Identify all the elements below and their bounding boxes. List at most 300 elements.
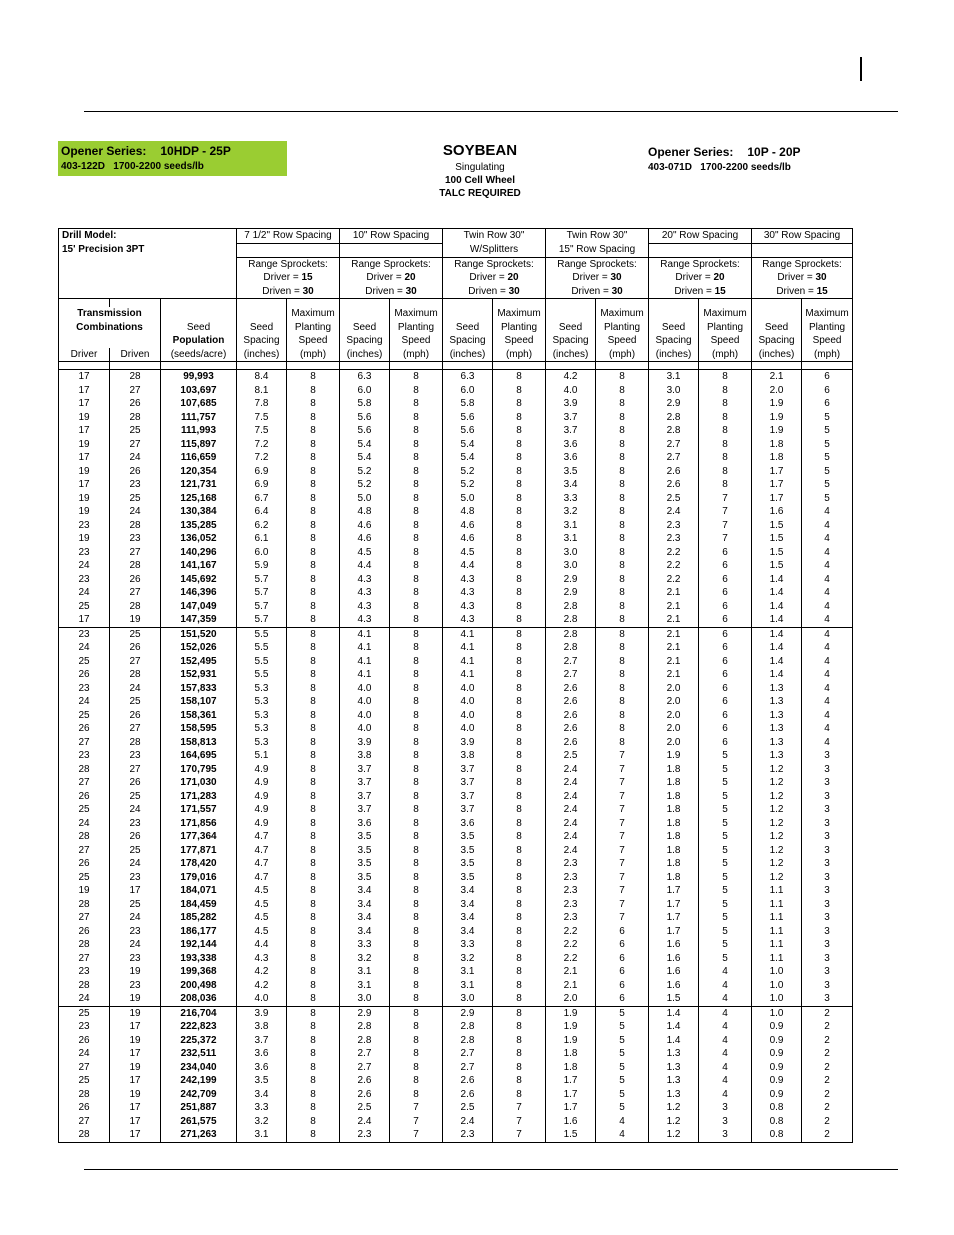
- cell-12: 5: [699, 763, 752, 777]
- cell-13: 1.0: [752, 979, 802, 993]
- cell-8: 8: [493, 559, 546, 573]
- cell-11: 2.7: [649, 451, 699, 465]
- cell-0: 27: [59, 1061, 110, 1075]
- cell-3: 7.5: [237, 411, 287, 425]
- sprocket-6-title: Range Sprockets:: [752, 257, 853, 271]
- cell-3: 4.5: [237, 911, 287, 925]
- cell-10: 8: [596, 573, 649, 587]
- cell-5: 3.0: [340, 992, 390, 1006]
- sprocket-value: 20: [713, 272, 725, 283]
- cell-2: 271,263: [161, 1128, 237, 1142]
- cell-10: 6: [596, 938, 649, 952]
- cell-7: 2.8: [443, 1034, 493, 1048]
- cell-6: 8: [390, 613, 443, 627]
- cell-8: 8: [493, 803, 546, 817]
- cell-5: 5.4: [340, 451, 390, 465]
- cell-9: 2.7: [546, 668, 596, 682]
- cell-14: 3: [802, 790, 853, 804]
- drill-model-label: Drill Model:: [59, 229, 237, 244]
- cell-8: 8: [493, 844, 546, 858]
- seed-spacing-header: Seed: [237, 321, 287, 335]
- cell-7: 4.1: [443, 668, 493, 682]
- table-row: [59, 478, 853, 492]
- cell-2: 177,364: [161, 830, 237, 844]
- cell-8: 8: [493, 884, 546, 898]
- seed-spacing-header: Seed: [649, 321, 699, 335]
- cell-10: 6: [596, 925, 649, 939]
- cell-6: 8: [390, 763, 443, 777]
- cell-12: 4: [699, 979, 752, 993]
- cell-5: 2.8: [340, 1020, 390, 1034]
- table-row: [59, 776, 853, 790]
- sprocket-value: 15: [301, 272, 313, 283]
- cell-11: 1.8: [649, 871, 699, 885]
- cell-0: 23: [59, 627, 110, 641]
- cell-5: 2.7: [340, 1047, 390, 1061]
- cell-11: 2.2: [649, 559, 699, 573]
- cell-14: 4: [802, 559, 853, 573]
- cell-5: 4.1: [340, 641, 390, 655]
- cell-6: 8: [390, 844, 443, 858]
- cell-13: 0.9: [752, 1088, 802, 1102]
- seed-size: 1700-2200 seeds/lb: [700, 162, 791, 173]
- cell-10: 6: [596, 952, 649, 966]
- cell-11: 2.2: [649, 546, 699, 560]
- cell-13: 1.2: [752, 830, 802, 844]
- cell-5: 2.6: [340, 1074, 390, 1088]
- sprocket-2-driver: [340, 271, 443, 285]
- spacing-10: 10" Row Spacing: [340, 229, 443, 244]
- cell-13: 1.2: [752, 857, 802, 871]
- seed-spacing-header: (inches): [237, 348, 287, 362]
- cell-14: 5: [802, 411, 853, 425]
- cell-7: 2.4: [443, 1115, 493, 1129]
- cell-13: 1.9: [752, 411, 802, 425]
- cell-6: 8: [390, 1061, 443, 1075]
- cell-5: 5.4: [340, 438, 390, 452]
- cell-3: 5.3: [237, 682, 287, 696]
- table-row: [59, 411, 853, 425]
- cell-14: 2: [802, 1128, 853, 1142]
- cell-6: 8: [390, 397, 443, 411]
- cell-13: 0.8: [752, 1115, 802, 1129]
- cell-3: 6.9: [237, 465, 287, 479]
- cell-6: 8: [390, 965, 443, 979]
- cell-13: 1.3: [752, 682, 802, 696]
- seed-spacing-header: Seed: [752, 321, 802, 335]
- cell-7: 4.0: [443, 722, 493, 736]
- cell-7: 5.6: [443, 424, 493, 438]
- seed-spacing-header: [340, 307, 390, 321]
- cell-13: 1.1: [752, 898, 802, 912]
- cell-13: 1.3: [752, 749, 802, 763]
- cell-0: 25: [59, 1074, 110, 1088]
- cell-10: 4: [596, 1128, 649, 1142]
- cell-10: 8: [596, 655, 649, 669]
- cell-2: 251,887: [161, 1101, 237, 1115]
- cell-8: 8: [493, 979, 546, 993]
- cell-10: 7: [596, 776, 649, 790]
- cell-2: 200,498: [161, 979, 237, 993]
- cell-3: 3.2: [237, 1115, 287, 1129]
- crop-title: SOYBEAN: [442, 142, 518, 159]
- cell-11: 2.4: [649, 505, 699, 519]
- cell-1: 23: [110, 871, 161, 885]
- driver-header: Driver: [59, 348, 110, 362]
- cell-9: 2.4: [546, 817, 596, 831]
- sprocket-1-driver: [237, 271, 340, 285]
- cell-7: 3.4: [443, 925, 493, 939]
- cell-9: 3.1: [546, 532, 596, 546]
- cell-10: 8: [596, 736, 649, 750]
- cell-0: 19: [59, 438, 110, 452]
- cell-0: 25: [59, 709, 110, 723]
- cell-0: 19: [59, 505, 110, 519]
- cell-3: 7.8: [237, 397, 287, 411]
- cell-8: 8: [493, 1061, 546, 1075]
- cell-1: 28: [110, 736, 161, 750]
- cell-10: 7: [596, 844, 649, 858]
- cell-6: 8: [390, 465, 443, 479]
- cell-11: 1.8: [649, 817, 699, 831]
- cell-12: 5: [699, 790, 752, 804]
- cell-1: 25: [110, 695, 161, 709]
- cell-12: 5: [699, 776, 752, 790]
- table-row: [59, 655, 853, 669]
- seed-spacing-header: [546, 307, 596, 321]
- cell-6: 8: [390, 722, 443, 736]
- table-row: [59, 370, 853, 384]
- spacing-splitters: W/Splitters: [443, 243, 546, 257]
- cell-7: 5.4: [443, 438, 493, 452]
- cell-11: 1.8: [649, 803, 699, 817]
- cell-5: 4.6: [340, 519, 390, 533]
- cell-5: 5.8: [340, 397, 390, 411]
- table-row: [59, 641, 853, 655]
- cell-0: 26: [59, 1101, 110, 1115]
- cell-5: 3.7: [340, 776, 390, 790]
- cell-4: 8: [287, 1115, 340, 1129]
- cell-0: 28: [59, 898, 110, 912]
- cell-0: 27: [59, 844, 110, 858]
- cell-14: 3: [802, 803, 853, 817]
- cell-14: 3: [802, 911, 853, 925]
- seed-spacing-header: Seed: [340, 321, 390, 335]
- cell-1: 27: [110, 384, 161, 398]
- cell-14: 3: [802, 884, 853, 898]
- cell-9: 1.6: [546, 1115, 596, 1129]
- cell-12: 5: [699, 817, 752, 831]
- cell-6: 8: [390, 884, 443, 898]
- table-row: [59, 884, 853, 898]
- cell-13: 1.0: [752, 1006, 802, 1020]
- cell-5: 4.0: [340, 709, 390, 723]
- seed-spacing-header: (inches): [649, 348, 699, 362]
- cell-2: 99,993: [161, 370, 237, 384]
- cell-1: 23: [110, 478, 161, 492]
- seed-size: 1700-2200 seeds/lb: [113, 161, 204, 172]
- page-marker-bar: [860, 57, 862, 81]
- max-speed-header: Maximum: [493, 307, 546, 321]
- pop-header: Seed: [161, 321, 237, 335]
- cell-13: 1.3: [752, 722, 802, 736]
- cell-14: 3: [802, 965, 853, 979]
- cell-1: 25: [110, 790, 161, 804]
- cell-10: 5: [596, 1020, 649, 1034]
- cell-8: 8: [493, 641, 546, 655]
- cell-13: 1.1: [752, 925, 802, 939]
- cell-1: 25: [110, 627, 161, 641]
- spacing-20: 20" Row Spacing: [649, 229, 752, 244]
- cell-8: 8: [493, 370, 546, 384]
- cell-4: 8: [287, 871, 340, 885]
- cell-4: 8: [287, 1006, 340, 1020]
- cell-10: 6: [596, 979, 649, 993]
- cell-2: 152,026: [161, 641, 237, 655]
- cell-0: 25: [59, 655, 110, 669]
- cell-12: 6: [699, 655, 752, 669]
- sprocket-4-driver: [546, 271, 649, 285]
- cell-2: 186,177: [161, 925, 237, 939]
- cell-6: 8: [390, 871, 443, 885]
- opener-series-right: [648, 145, 801, 173]
- cell-3: 3.9: [237, 1006, 287, 1020]
- cell-8: 8: [493, 1088, 546, 1102]
- sprocket-label: Driven =: [365, 285, 403, 297]
- cell-1: 26: [110, 641, 161, 655]
- cell-7: 2.6: [443, 1088, 493, 1102]
- cell-14: 2: [802, 1047, 853, 1061]
- cell-2: 184,459: [161, 898, 237, 912]
- cell-9: 1.7: [546, 1101, 596, 1115]
- max-speed-header: Planting: [287, 321, 340, 335]
- cell-9: 2.4: [546, 830, 596, 844]
- cell-0: 28: [59, 979, 110, 993]
- cell-14: 4: [802, 613, 853, 627]
- table-row: [59, 682, 853, 696]
- cell-1: 26: [110, 573, 161, 587]
- cell-6: 8: [390, 586, 443, 600]
- cell-9: 2.4: [546, 844, 596, 858]
- cell-10: 8: [596, 600, 649, 614]
- table-row: [59, 992, 853, 1006]
- cell-13: 0.9: [752, 1074, 802, 1088]
- cell-2: 103,697: [161, 384, 237, 398]
- cell-5: 4.3: [340, 573, 390, 587]
- cell-6: 8: [390, 938, 443, 952]
- cell-3: 5.3: [237, 709, 287, 723]
- cell-5: 4.1: [340, 627, 390, 641]
- cell-12: 4: [699, 1006, 752, 1020]
- cell-8: 8: [493, 532, 546, 546]
- cell-6: 8: [390, 817, 443, 831]
- cell-9: 3.6: [546, 438, 596, 452]
- cell-2: 208,036: [161, 992, 237, 1006]
- cell-1: 28: [110, 411, 161, 425]
- cell-8: 8: [493, 695, 546, 709]
- cell-12: 7: [699, 532, 752, 546]
- max-speed-header: Maximum: [802, 307, 853, 321]
- cell-8: 8: [493, 655, 546, 669]
- cell-1: 19: [110, 1034, 161, 1048]
- cell-3: 5.5: [237, 655, 287, 669]
- cell-8: 8: [493, 952, 546, 966]
- cell-9: 2.8: [546, 627, 596, 641]
- cell-7: 4.6: [443, 519, 493, 533]
- sprocket-5-title: Range Sprockets:: [649, 257, 752, 271]
- cell-5: 4.0: [340, 722, 390, 736]
- cell-13: 1.7: [752, 492, 802, 506]
- cell-5: 3.7: [340, 803, 390, 817]
- cell-0: 25: [59, 600, 110, 614]
- cell-3: 4.9: [237, 790, 287, 804]
- cell-3: 8.1: [237, 384, 287, 398]
- cell-5: 3.3: [340, 938, 390, 952]
- cell-2: 178,420: [161, 857, 237, 871]
- cell-3: 6.4: [237, 505, 287, 519]
- cell-13: 1.7: [752, 478, 802, 492]
- sprocket-1-driven: [237, 285, 340, 299]
- cell-11: 2.9: [649, 397, 699, 411]
- cell-13: 1.3: [752, 695, 802, 709]
- cell-2: 225,372: [161, 1034, 237, 1048]
- sprocket-value: 30: [508, 285, 520, 297]
- cell-1: 23: [110, 952, 161, 966]
- cell-3: 3.6: [237, 1061, 287, 1075]
- cell-1: 24: [110, 911, 161, 925]
- cell-4: 8: [287, 546, 340, 560]
- cell-8: 8: [493, 438, 546, 452]
- cell-5: 3.4: [340, 925, 390, 939]
- cell-10: 8: [596, 384, 649, 398]
- cell-2: 192,144: [161, 938, 237, 952]
- cell-14: 4: [802, 532, 853, 546]
- cell-3: 7.2: [237, 451, 287, 465]
- cell-6: 8: [390, 478, 443, 492]
- cell-2: 164,695: [161, 749, 237, 763]
- cell-14: 4: [802, 519, 853, 533]
- cell-7: 3.8: [443, 749, 493, 763]
- cell-6: 8: [390, 655, 443, 669]
- cell-5: 2.7: [340, 1061, 390, 1075]
- cell-5: 2.9: [340, 1006, 390, 1020]
- cell-10: 6: [596, 992, 649, 1006]
- cell-5: 5.6: [340, 424, 390, 438]
- cell-11: 1.8: [649, 830, 699, 844]
- cell-3: 3.6: [237, 1047, 287, 1061]
- cell-9: 2.9: [546, 586, 596, 600]
- sprocket-label: Driven =: [674, 285, 712, 297]
- table-row: [59, 749, 853, 763]
- table-row: [59, 627, 853, 641]
- cell-10: 8: [596, 424, 649, 438]
- cell-0: 19: [59, 411, 110, 425]
- cell-13: 1.6: [752, 505, 802, 519]
- cell-2: 232,511: [161, 1047, 237, 1061]
- cell-4: 8: [287, 749, 340, 763]
- cell-5: 3.5: [340, 844, 390, 858]
- cell-2: 152,931: [161, 668, 237, 682]
- cell-1: 27: [110, 722, 161, 736]
- cell-8: 8: [493, 627, 546, 641]
- cell-7: 4.1: [443, 627, 493, 641]
- cell-13: 1.5: [752, 519, 802, 533]
- max-speed-header: (mph): [699, 348, 752, 362]
- series-value: 10HDP - 25P: [160, 144, 231, 158]
- cell-5: 4.6: [340, 532, 390, 546]
- cell-10: 8: [596, 438, 649, 452]
- cell-6: 8: [390, 979, 443, 993]
- cell-8: 8: [493, 925, 546, 939]
- seed-spacing-header: (inches): [443, 348, 493, 362]
- cell-5: 4.3: [340, 613, 390, 627]
- cell-12: 4: [699, 965, 752, 979]
- cell-3: 4.3: [237, 952, 287, 966]
- cell-5: 3.8: [340, 749, 390, 763]
- max-speed-header: Speed: [596, 334, 649, 348]
- cell-2: 157,833: [161, 682, 237, 696]
- cell-7: 3.5: [443, 857, 493, 871]
- max-speed-header: Speed: [390, 334, 443, 348]
- cell-9: 1.9: [546, 1034, 596, 1048]
- cell-7: 3.7: [443, 790, 493, 804]
- cell-13: 1.2: [752, 790, 802, 804]
- cell-3: 5.3: [237, 722, 287, 736]
- cell-10: 5: [596, 1061, 649, 1075]
- cell-2: 145,692: [161, 573, 237, 587]
- cell-12: 8: [699, 370, 752, 384]
- cell-4: 8: [287, 586, 340, 600]
- cell-4: 8: [287, 559, 340, 573]
- cell-7: 3.1: [443, 965, 493, 979]
- cell-4: 8: [287, 803, 340, 817]
- max-speed-header: Speed: [699, 334, 752, 348]
- cell-9: 1.9: [546, 1020, 596, 1034]
- cell-7: 4.5: [443, 546, 493, 560]
- cell-12: 8: [699, 384, 752, 398]
- cell-9: 3.7: [546, 424, 596, 438]
- cell-0: 17: [59, 384, 110, 398]
- cell-2: 171,856: [161, 817, 237, 831]
- cell-0: 23: [59, 519, 110, 533]
- sprocket-value: 30: [302, 285, 314, 297]
- table-row: [59, 1128, 853, 1142]
- cell-2: 158,813: [161, 736, 237, 750]
- cell-14: 2: [802, 1101, 853, 1115]
- cell-12: 8: [699, 451, 752, 465]
- cell-9: 2.5: [546, 749, 596, 763]
- table-row: [59, 397, 853, 411]
- cell-5: 5.2: [340, 465, 390, 479]
- cell-4: 8: [287, 384, 340, 398]
- max-speed-header: Maximum: [699, 307, 752, 321]
- cell-1: 27: [110, 586, 161, 600]
- cell-5: 3.1: [340, 965, 390, 979]
- cell-2: 147,049: [161, 600, 237, 614]
- table-row: [59, 965, 853, 979]
- cell-12: 5: [699, 911, 752, 925]
- cell-0: 28: [59, 763, 110, 777]
- cell-0: 24: [59, 641, 110, 655]
- cell-1: 25: [110, 844, 161, 858]
- cell-9: 4.0: [546, 384, 596, 398]
- table-row: [59, 559, 853, 573]
- seed-spacing-header: Seed: [546, 321, 596, 335]
- cell-9: 2.4: [546, 763, 596, 777]
- cell-7: 2.7: [443, 1061, 493, 1075]
- cell-3: 7.5: [237, 424, 287, 438]
- cell-2: 179,016: [161, 871, 237, 885]
